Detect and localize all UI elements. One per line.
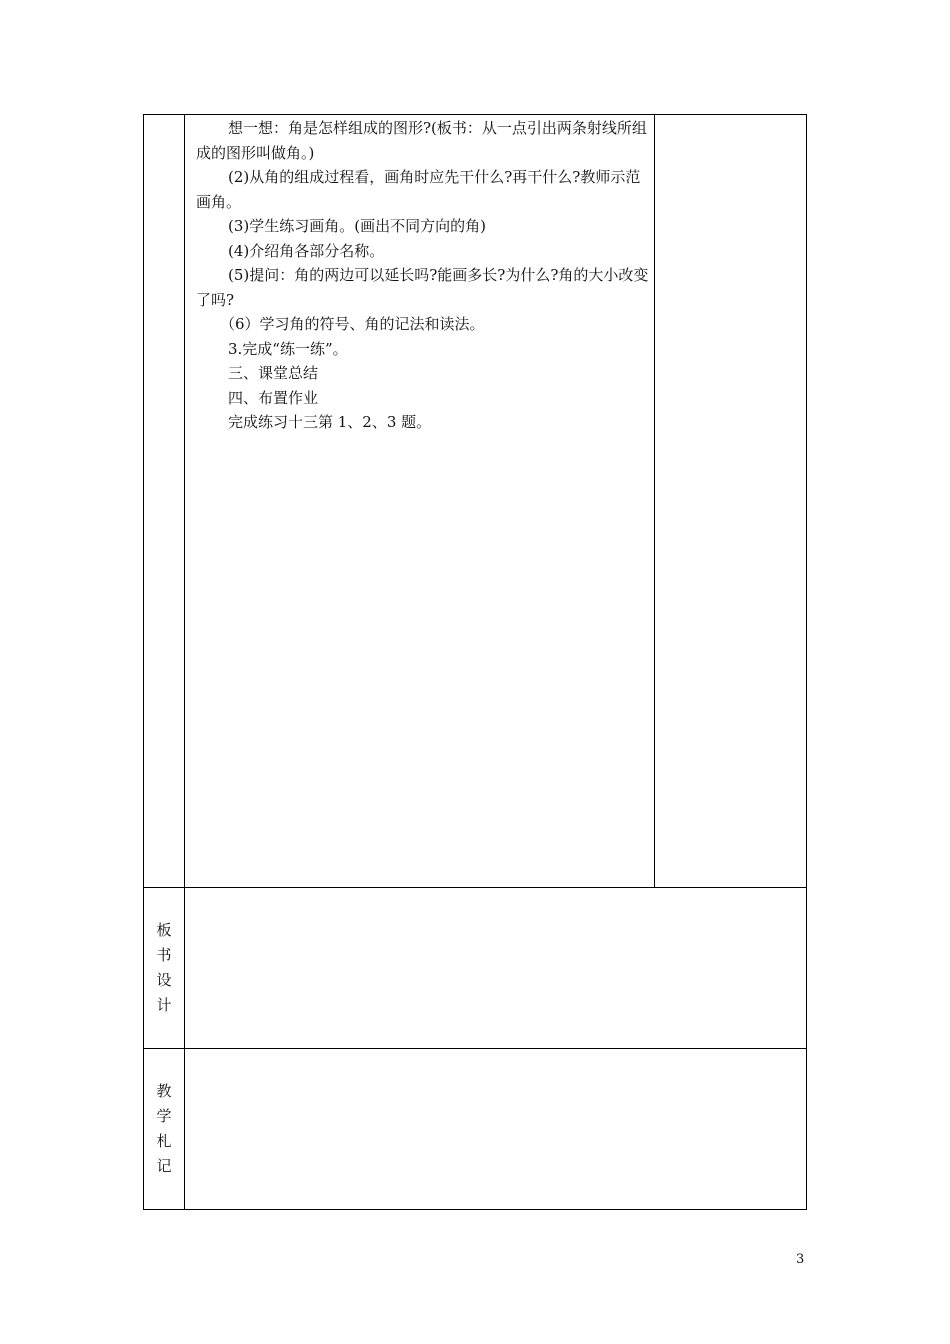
content-paragraph: (2)从角的组成过程看，画角时应先干什么?再干什么?教师示范画角。 xyxy=(196,168,641,211)
label-char: 板 xyxy=(156,921,172,939)
label-char: 计 xyxy=(156,996,172,1014)
row-divider-1 xyxy=(143,887,807,888)
board-design-label xyxy=(144,918,184,1018)
notes-column-divider xyxy=(654,114,655,888)
label-char: 教 xyxy=(156,1082,172,1100)
content-paragraph: 想一想：角是怎样组成的图形?(板书：从一点引出两条射线所组成的图形叫做角。) xyxy=(196,119,647,162)
content-paragraph: （6）学习角的符号、角的记法和读法。 xyxy=(220,315,485,333)
page-number: 3 xyxy=(796,1252,805,1267)
content-paragraph: 完成练习十三第 1、2、3 题。 xyxy=(228,413,432,431)
content-paragraph: (5)提问：角的两边可以延长吗?能画多长?为什么?角的大小改变了吗? xyxy=(196,266,649,309)
label-char: 学 xyxy=(156,1107,172,1125)
content-paragraph: 三、课堂总结 xyxy=(228,364,319,382)
label-column-divider xyxy=(184,114,185,1210)
label-char: 书 xyxy=(156,946,172,964)
content-paragraph: (4)介绍角各部分名称。 xyxy=(228,241,385,260)
label-char: 设 xyxy=(156,971,172,989)
content-paragraph: (3)学生练习画角。(画出不同方向的角) xyxy=(228,217,486,235)
content-paragraph: 四、布置作业 xyxy=(228,388,319,407)
teaching-notes-label xyxy=(144,1079,184,1179)
label-char: 札 xyxy=(156,1132,172,1150)
lesson-content xyxy=(196,116,650,435)
row-divider-2 xyxy=(143,1048,807,1049)
label-char: 记 xyxy=(156,1157,172,1175)
content-paragraph: 3.完成“练一练”。 xyxy=(228,339,348,358)
